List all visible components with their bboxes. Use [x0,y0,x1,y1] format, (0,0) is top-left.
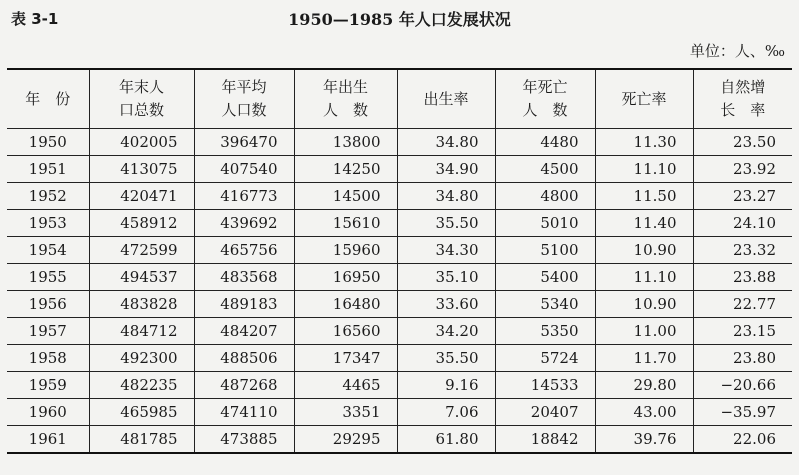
cell-year: 1960 [7,399,89,426]
cell-total: 413075 [89,156,194,183]
cell-avg: 439692 [194,210,294,237]
cell-death-rate: 11.00 [595,318,693,345]
cell-birth-rate: 35.50 [397,345,495,372]
table-row [7,318,792,345]
cell-avg: 474110 [194,399,294,426]
cell-births: 16950 [294,264,397,291]
cell-total: 492300 [89,345,194,372]
header-year: 年 份 [7,69,89,129]
header-row [7,69,792,129]
cell-natural-rate: 23.92 [693,156,792,183]
header-deaths: 年死亡 人 数 [495,69,595,129]
table-body [7,129,792,454]
cell-death-rate: 10.90 [595,291,693,318]
cell-natural-rate: 23.88 [693,264,792,291]
cell-death-rate: 11.10 [595,156,693,183]
cell-total: 402005 [89,129,194,156]
cell-year: 1950 [7,129,89,156]
cell-total: 481785 [89,426,194,454]
cell-total: 482235 [89,372,194,399]
cell-year: 1954 [7,237,89,264]
cell-year: 1951 [7,156,89,183]
table-row [7,372,792,399]
cell-natural-rate: −20.66 [693,372,792,399]
cell-birth-rate: 34.80 [397,129,495,156]
cell-death-rate: 11.10 [595,264,693,291]
header-natural-rate: 自然增 长 率 [693,69,792,129]
cell-births: 15960 [294,237,397,264]
cell-deaths: 5340 [495,291,595,318]
cell-birth-rate: 35.50 [397,210,495,237]
cell-year: 1955 [7,264,89,291]
cell-year: 1952 [7,183,89,210]
cell-birth-rate: 33.60 [397,291,495,318]
table-row [7,129,792,156]
cell-natural-rate: 23.15 [693,318,792,345]
cell-total: 483828 [89,291,194,318]
cell-total: 494537 [89,264,194,291]
cell-birth-rate: 34.30 [397,237,495,264]
cell-deaths: 20407 [495,399,595,426]
cell-death-rate: 11.50 [595,183,693,210]
cell-deaths: 5350 [495,318,595,345]
cell-deaths: 5400 [495,264,595,291]
cell-natural-rate: 24.10 [693,210,792,237]
cell-total: 465985 [89,399,194,426]
cell-avg: 396470 [194,129,294,156]
cell-year: 1961 [7,426,89,454]
cell-deaths: 5100 [495,237,595,264]
cell-births: 13800 [294,129,397,156]
cell-natural-rate: 23.32 [693,237,792,264]
cell-births: 16560 [294,318,397,345]
cell-deaths: 4800 [495,183,595,210]
cell-births: 15610 [294,210,397,237]
cell-death-rate: 11.40 [595,210,693,237]
cell-birth-rate: 7.06 [397,399,495,426]
cell-death-rate: 11.30 [595,129,693,156]
cell-year: 1956 [7,291,89,318]
header-births: 年出生 人 数 [294,69,397,129]
cell-total: 472599 [89,237,194,264]
cell-death-rate: 43.00 [595,399,693,426]
cell-deaths: 18842 [495,426,595,454]
cell-births: 4465 [294,372,397,399]
population-table [7,68,792,454]
cell-avg: 416773 [194,183,294,210]
table-row [7,156,792,183]
page-title: 1950—1985 年人口发展状况 [288,10,511,29]
cell-death-rate: 39.76 [595,426,693,454]
table-row [7,399,792,426]
header-death-rate: 死亡率 [595,69,693,129]
cell-births: 14500 [294,183,397,210]
cell-total: 484712 [89,318,194,345]
cell-birth-rate: 9.16 [397,372,495,399]
cell-birth-rate: 35.10 [397,264,495,291]
cell-year: 1959 [7,372,89,399]
table-row [7,291,792,318]
cell-death-rate: 29.80 [595,372,693,399]
cell-deaths: 5010 [495,210,595,237]
table-label: 表 3-1 [11,10,59,28]
header-total: 年末人 口总数 [89,69,194,129]
cell-deaths: 4500 [495,156,595,183]
cell-birth-rate: 34.20 [397,318,495,345]
cell-total: 420471 [89,183,194,210]
cell-total: 458912 [89,210,194,237]
cell-natural-rate: 23.50 [693,129,792,156]
cell-year: 1953 [7,210,89,237]
cell-avg: 487268 [194,372,294,399]
cell-natural-rate: 23.80 [693,345,792,372]
cell-avg: 483568 [194,264,294,291]
table-row [7,264,792,291]
cell-births: 29295 [294,426,397,454]
cell-year: 1957 [7,318,89,345]
cell-birth-rate: 34.80 [397,183,495,210]
cell-avg: 484207 [194,318,294,345]
cell-deaths: 4480 [495,129,595,156]
cell-avg: 489183 [194,291,294,318]
cell-deaths: 5724 [495,345,595,372]
table-row [7,345,792,372]
cell-natural-rate: −35.97 [693,399,792,426]
cell-death-rate: 11.70 [595,345,693,372]
cell-births: 16480 [294,291,397,318]
cell-birth-rate: 61.80 [397,426,495,454]
cell-births: 17347 [294,345,397,372]
table-row [7,183,792,210]
cell-births: 14250 [294,156,397,183]
cell-natural-rate: 22.06 [693,426,792,454]
unit-note: 单位：人、‰ [689,42,785,60]
cell-year: 1958 [7,345,89,372]
cell-births: 3351 [294,399,397,426]
cell-death-rate: 10.90 [595,237,693,264]
header-avg: 年平均 人口数 [194,69,294,129]
table-row [7,210,792,237]
cell-natural-rate: 23.27 [693,183,792,210]
cell-natural-rate: 22.77 [693,291,792,318]
header-birth-rate: 出生率 [397,69,495,129]
cell-avg: 488506 [194,345,294,372]
cell-avg: 473885 [194,426,294,454]
cell-avg: 465756 [194,237,294,264]
cell-birth-rate: 34.90 [397,156,495,183]
table-row [7,426,792,454]
cell-avg: 407540 [194,156,294,183]
cell-deaths: 14533 [495,372,595,399]
table-row [7,237,792,264]
